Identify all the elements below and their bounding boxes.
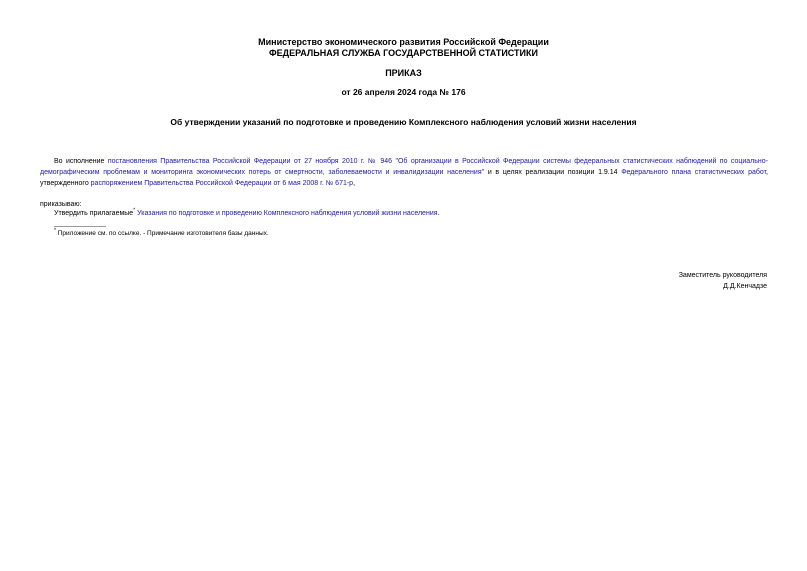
service-name: ФЕДЕРАЛЬНАЯ СЛУЖБА ГОСУДАРСТВЕННОЙ СТАТИСТИКИ: [269, 48, 538, 58]
link-government-decree-946[interactable]: постановления Правительства Российской Федерации от 27 ноября 2010 г. № 946 "Об организации в Российской Федерации системы федеральных статистических наблюдений по социально-демографическим проблемам и мониторинга экономических потерь от смертности, заболеваемости и инвалидизации населения": [40, 158, 768, 177]
document-title: Об утверждении указаний по подготовке и проведению Комплексного наблюдения условий жизни населения: [170, 117, 637, 127]
preamble-paragraph: [40, 156, 768, 190]
ministry-name: Министерство экономического развития Российской Федерации: [258, 37, 549, 47]
order-phrase: приказываю:: [40, 201, 82, 208]
document-date-number: от 26 апреля 2024 года № 176: [341, 87, 466, 97]
footnote-mark: *: [54, 227, 56, 234]
document-type: ПРИКАЗ: [385, 68, 422, 78]
approval-prefix: Утвердить прилагаемые: [54, 210, 134, 217]
signature-position: Заместитель руководителя: [678, 272, 767, 279]
approval-paragraph: [40, 208, 768, 219]
signature-name: Д.Д.Кенчадзе: [723, 283, 767, 290]
link-instructions[interactable]: Указания по подготовке и проведению Комплексного наблюдения условий жизни населения: [137, 210, 438, 217]
preamble-prefix: Во исполнение: [54, 158, 108, 165]
footnote-separator: [54, 226, 106, 227]
preamble-middle-2: , утвержденного: [40, 169, 768, 188]
preamble-end: ,: [353, 180, 356, 188]
preamble-middle: и в целях реализации позиции 1.9.14: [484, 169, 622, 177]
link-government-order-671r[interactable]: распоряжением Правительства Российской Федерации от 6 мая 2008 г. № 671-р: [90, 180, 354, 188]
approval-end: .: [437, 210, 440, 217]
approval-footnote-mark: *: [133, 207, 136, 214]
link-federal-statistical-plan[interactable]: Федерального плана статистических работ: [621, 169, 767, 177]
footnote-text: Приложение см. по ссылке. - Примечание изготовителя базы данных.: [55, 230, 269, 237]
footnote: [54, 229, 269, 239]
